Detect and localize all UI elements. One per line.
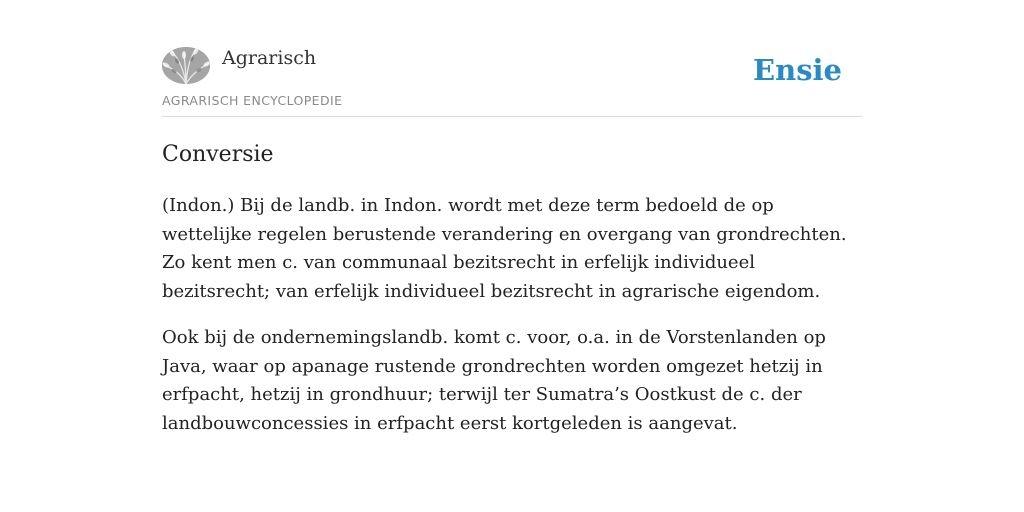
book-title[interactable]: Agrarisch — [222, 47, 317, 69]
entry-title: Conversie — [162, 142, 274, 167]
entry-paragraph: Ook bij de ondernemingslandb. komt c. voor, o.a. in de Vorstenlanden op Java, waar op apanage rustende grondrechten worden omgezet hetzij in erfpacht, hetzij in grondhuur; terwijl ter Sumatra’s Oostkust de c. der landbouwconcessies in erfpacht eerst kortgeleden is aangevat. — [162, 327, 826, 434]
brand-logo[interactable]: Ensie — [753, 53, 842, 87]
wheat-logo-icon[interactable] — [162, 47, 210, 84]
book-subtitle: AGRARISCH ENCYCLOPEDIE — [162, 93, 343, 108]
entry-content — [162, 192, 862, 456]
entry-paragraph: (Indon.) Bij de landb. in Indon. wordt met deze term bedoeld de op wettelijke regelen berustende verandering en overgang van grondrechten. Zo kent men c. van communaal bezitsrecht in erfelijk individueel bezitsrecht; van erfelijk individueel bezitsrecht in agrarische eigendom. — [162, 195, 847, 302]
header — [162, 44, 862, 117]
